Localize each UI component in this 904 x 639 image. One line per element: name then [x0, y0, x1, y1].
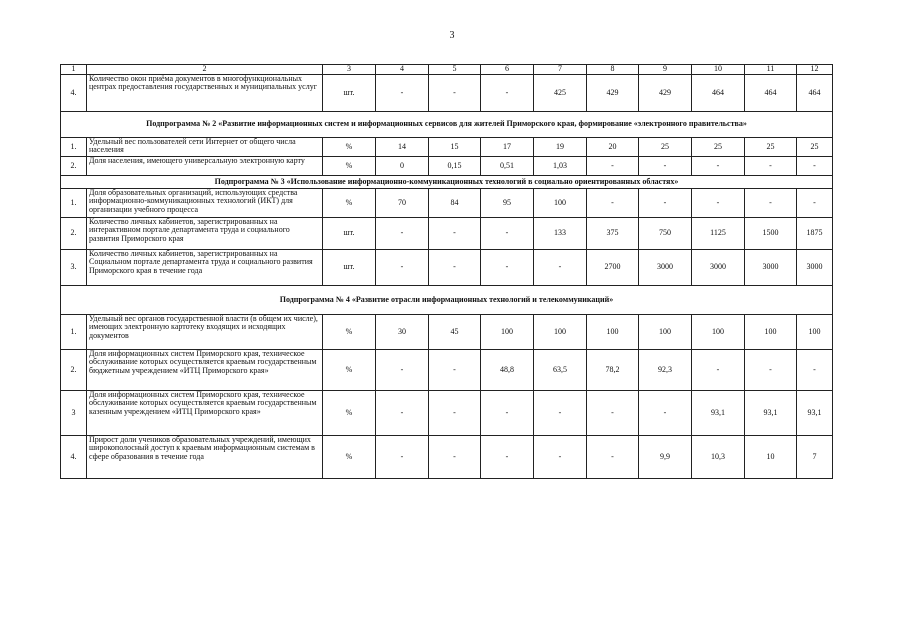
header-cell: 2 — [87, 65, 323, 75]
value-cell: - — [376, 436, 429, 479]
indicator-name: Количество окон приёма документов в многофункциональных центрах предоставления государственных и муниципальных услуг — [87, 75, 323, 112]
value-cell: 93,1 — [692, 391, 745, 436]
value-cell: 133 — [534, 218, 587, 250]
value-cell: 25 — [692, 138, 745, 157]
value-cell: - — [481, 391, 534, 436]
value-cell: 375 — [587, 218, 639, 250]
table-row — [61, 218, 833, 250]
row-number: 4. — [61, 436, 87, 479]
indicators-table — [60, 64, 833, 479]
subprogram-title: Подпрограмма № 4 «Развитие отрасли информационных технологий и телекоммуникаций» — [61, 286, 833, 315]
page-number: 3 — [449, 30, 455, 41]
value-cell: 10 — [745, 436, 797, 479]
value-cell: 15 — [429, 138, 481, 157]
unit-cell: % — [323, 138, 376, 157]
value-cell: 429 — [639, 75, 692, 112]
indicator-name: Доля информационных систем Приморского края, техническое обслуживание которых осуществляется краевым государственным казенным учреждением «ИТЦ Приморского края» — [87, 391, 323, 436]
value-cell: - — [797, 350, 833, 391]
value-cell: - — [745, 157, 797, 176]
value-cell: - — [429, 250, 481, 286]
value-cell: - — [429, 75, 481, 112]
indicator-name: Удельный вес органов государственной власти (в общем их числе), имеющих электронную картотеку входящих и исходящих документов — [87, 315, 323, 350]
value-cell: - — [745, 189, 797, 218]
subprogram-title: Подпрограмма № 2 «Развитие информационных систем и информационных сервисов для жителей Приморского края, формирование «электронного правительства» — [61, 112, 833, 138]
indicator-name: Доля информационных систем Приморского края, техническое обслуживание которых осуществляется краевым государственным бюджетным учреждением «ИТЦ Приморского края» — [87, 350, 323, 391]
value-cell: - — [639, 157, 692, 176]
indicator-name: Прирост доли учеников образовательных учреждений, имеющих широкополосный доступ к краевым информационным системам в сфере образования в течение года — [87, 436, 323, 479]
value-cell: 100 — [481, 315, 534, 350]
value-cell: 70 — [376, 189, 429, 218]
value-cell: 95 — [481, 189, 534, 218]
unit-cell: шт. — [323, 250, 376, 286]
table-row — [61, 315, 833, 350]
value-cell: 7 — [797, 436, 833, 479]
value-cell: - — [376, 218, 429, 250]
value-cell: 92,3 — [639, 350, 692, 391]
value-cell: 93,1 — [745, 391, 797, 436]
indicator-name: Удельный вес пользователей сети Интернет от общего числа населения — [87, 138, 323, 157]
value-cell: 78,2 — [587, 350, 639, 391]
subprogram-row — [61, 112, 833, 138]
header-cell: 12 — [797, 65, 833, 75]
value-cell: - — [429, 391, 481, 436]
row-number: 4. — [61, 75, 87, 112]
value-cell: 100 — [797, 315, 833, 350]
value-cell: 1875 — [797, 218, 833, 250]
table-row — [61, 138, 833, 157]
table-row — [61, 250, 833, 286]
value-cell: 429 — [587, 75, 639, 112]
value-cell: - — [692, 157, 745, 176]
value-cell: 30 — [376, 315, 429, 350]
header-row — [61, 65, 833, 75]
value-cell: 100 — [534, 189, 587, 218]
value-cell: 464 — [692, 75, 745, 112]
value-cell: - — [587, 391, 639, 436]
value-cell: - — [534, 436, 587, 479]
value-cell: 45 — [429, 315, 481, 350]
subprogram-row — [61, 176, 833, 189]
value-cell: - — [481, 250, 534, 286]
value-cell: 3000 — [745, 250, 797, 286]
value-cell: 93,1 — [797, 391, 833, 436]
indicator-name: Количество личных кабинетов, зарегистрированных на Социальном портале департамента труда и социального развития Приморского края в течение года — [87, 250, 323, 286]
value-cell: 425 — [534, 75, 587, 112]
value-cell: 1500 — [745, 218, 797, 250]
unit-cell: % — [323, 157, 376, 176]
value-cell: 1,03 — [534, 157, 587, 176]
row-number: 3. — [61, 250, 87, 286]
value-cell: - — [481, 218, 534, 250]
row-number: 3 — [61, 391, 87, 436]
header-cell: 8 — [587, 65, 639, 75]
unit-cell: % — [323, 315, 376, 350]
value-cell: 19 — [534, 138, 587, 157]
value-cell: - — [639, 189, 692, 218]
value-cell: 3000 — [639, 250, 692, 286]
value-cell: - — [797, 157, 833, 176]
value-cell: 750 — [639, 218, 692, 250]
value-cell: - — [376, 250, 429, 286]
row-number: 2. — [61, 350, 87, 391]
unit-cell: шт. — [323, 218, 376, 250]
table-row — [61, 157, 833, 176]
unit-cell: шт. — [323, 75, 376, 112]
value-cell: 100 — [587, 315, 639, 350]
table-row — [61, 391, 833, 436]
row-number: 1. — [61, 138, 87, 157]
table-body — [61, 65, 833, 479]
table-row — [61, 436, 833, 479]
value-cell: 100 — [692, 315, 745, 350]
value-cell: - — [429, 436, 481, 479]
indicator-name: Количество личных кабинетов, зарегистрированных на интерактивном портале департамента труда и социального развития Приморского края — [87, 218, 323, 250]
header-cell: 5 — [429, 65, 481, 75]
value-cell: - — [481, 436, 534, 479]
value-cell: - — [587, 157, 639, 176]
value-cell: - — [534, 250, 587, 286]
value-cell: 17 — [481, 138, 534, 157]
value-cell: 0 — [376, 157, 429, 176]
value-cell: 100 — [534, 315, 587, 350]
value-cell: - — [797, 189, 833, 218]
unit-cell: % — [323, 189, 376, 218]
value-cell: - — [587, 189, 639, 218]
header-cell: 11 — [745, 65, 797, 75]
header-cell: 6 — [481, 65, 534, 75]
unit-cell: % — [323, 391, 376, 436]
unit-cell: % — [323, 350, 376, 391]
value-cell: - — [534, 391, 587, 436]
header-cell: 4 — [376, 65, 429, 75]
table-row — [61, 350, 833, 391]
subprogram-row — [61, 286, 833, 315]
value-cell: 63,5 — [534, 350, 587, 391]
value-cell: 48,8 — [481, 350, 534, 391]
value-cell: 25 — [745, 138, 797, 157]
header-cell: 1 — [61, 65, 87, 75]
row-number: 1. — [61, 189, 87, 218]
header-cell: 10 — [692, 65, 745, 75]
value-cell: - — [429, 218, 481, 250]
row-number: 2. — [61, 157, 87, 176]
unit-cell: % — [323, 436, 376, 479]
value-cell: - — [692, 189, 745, 218]
value-cell: 464 — [797, 75, 833, 112]
table-row — [61, 189, 833, 218]
value-cell: - — [376, 350, 429, 391]
value-cell: 84 — [429, 189, 481, 218]
value-cell: 0,51 — [481, 157, 534, 176]
value-cell: 1125 — [692, 218, 745, 250]
value-cell: - — [481, 75, 534, 112]
value-cell: 20 — [587, 138, 639, 157]
value-cell: - — [692, 350, 745, 391]
row-number: 1. — [61, 315, 87, 350]
header-cell: 3 — [323, 65, 376, 75]
row-number: 2. — [61, 218, 87, 250]
value-cell: - — [745, 350, 797, 391]
value-cell: 3000 — [692, 250, 745, 286]
value-cell: 464 — [745, 75, 797, 112]
indicator-name: Доля населения, имеющего универсальную электронную карту — [87, 157, 323, 176]
value-cell: 2700 — [587, 250, 639, 286]
value-cell: - — [376, 75, 429, 112]
value-cell: 100 — [745, 315, 797, 350]
value-cell: 9,9 — [639, 436, 692, 479]
value-cell: 0,15 — [429, 157, 481, 176]
value-cell: 10,3 — [692, 436, 745, 479]
value-cell: 25 — [639, 138, 692, 157]
value-cell: - — [376, 391, 429, 436]
table-row — [61, 75, 833, 112]
indicator-name: Доля образовательных организаций, использующих средства информационно-коммуникационных технологий (ИКТ) для организации учебного процесса — [87, 189, 323, 218]
value-cell: 100 — [639, 315, 692, 350]
value-cell: 14 — [376, 138, 429, 157]
header-cell: 9 — [639, 65, 692, 75]
value-cell: - — [429, 350, 481, 391]
header-cell: 7 — [534, 65, 587, 75]
value-cell: - — [587, 436, 639, 479]
value-cell: - — [639, 391, 692, 436]
value-cell: 25 — [797, 138, 833, 157]
value-cell: 3000 — [797, 250, 833, 286]
subprogram-title: Подпрограмма № 3 «Использование информационно-коммуникационных технологий в социально ориентированных областях» — [61, 176, 833, 189]
